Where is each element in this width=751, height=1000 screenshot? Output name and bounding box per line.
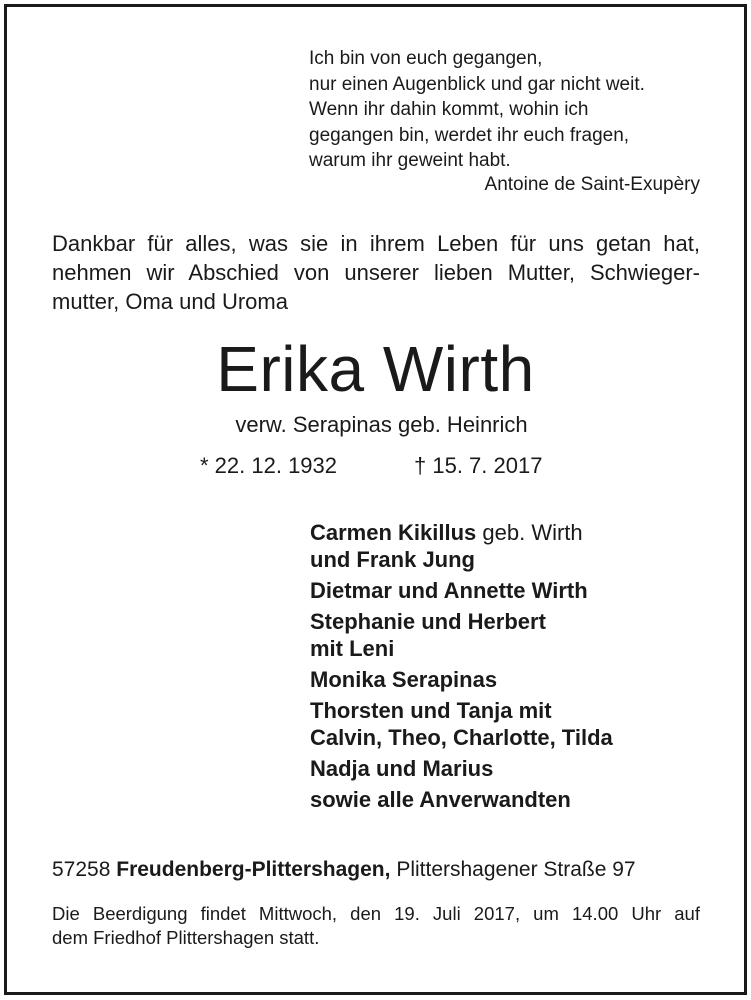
mourner-name: Thorsten und Tanja mit xyxy=(310,698,552,723)
mourner-name: sowie alle Anverwandten xyxy=(310,787,571,812)
mourner-name: Monika Serapinas xyxy=(310,667,498,692)
address-street: Plittershagener Straße 97 xyxy=(396,858,636,881)
mourner-line xyxy=(310,608,730,635)
quote-line: nur einen Augenblick und gar nicht weit. xyxy=(309,73,645,95)
mourners-list xyxy=(310,519,730,817)
address-town: Freudenberg-Plittershagen, xyxy=(116,858,391,881)
death-date: † 15. 7. 2017 xyxy=(414,453,543,478)
mourner-entry xyxy=(310,755,730,782)
mourner-entry xyxy=(310,608,730,662)
mourner-name: Calvin, Theo, Charlotte, Tilda xyxy=(310,725,613,750)
birth-date: * 22. 12. 1932 xyxy=(200,453,338,478)
quote-block xyxy=(309,46,709,174)
mourner-name: Carmen Kikillus xyxy=(310,520,477,545)
quote-line: Wenn ihr dahin kommt, wohin ich xyxy=(309,99,589,120)
quote-line: warum ihr geweint habt. xyxy=(309,150,511,171)
quote-author: Antoine de Saint-Exupèry xyxy=(484,174,700,195)
intro-text xyxy=(52,229,700,316)
mourner-line xyxy=(310,755,730,782)
mourner-line xyxy=(310,697,730,724)
deceased-maiden-names: verw. Serapinas geb. Heinrich xyxy=(235,412,528,437)
family-address xyxy=(52,858,636,882)
mourner-line xyxy=(310,635,730,662)
address-postcode: 57258 xyxy=(52,858,111,881)
mourner-name: Stephanie und Herbert xyxy=(310,609,546,634)
intro-line: mutter, Oma und Uroma xyxy=(52,289,288,314)
mourner-entry xyxy=(310,577,730,604)
mourner-name: Nadja und Marius xyxy=(310,756,494,781)
mourner-line xyxy=(310,786,730,813)
funeral-notice xyxy=(52,902,700,950)
mourner-line xyxy=(310,577,730,604)
mourner-name: mit Leni xyxy=(310,636,395,661)
funeral-line: dem Friedhof Plittershagen statt. xyxy=(52,927,320,948)
funeral-line: Die Beerdigung findet Mittwoch, den 19. Juli 2017, um 14.00 Uhr auf xyxy=(52,903,700,924)
intro-line: Dankbar für alles, was sie in ihrem Leben für uns getan hat, xyxy=(52,231,700,256)
mourner-name: Dietmar und Annette Wirth xyxy=(310,578,588,603)
mourner-entry xyxy=(310,519,730,573)
mourner-entry xyxy=(310,786,730,813)
mourner-line xyxy=(310,519,730,546)
mourner-note: geb. Wirth xyxy=(476,520,583,545)
mourner-line xyxy=(310,546,730,573)
quote-line: Ich bin von euch gegangen, xyxy=(309,48,543,69)
mourner-name: und Frank Jung xyxy=(310,547,475,572)
deceased-name: Erika Wirth xyxy=(216,333,535,405)
mourner-entry xyxy=(310,697,730,751)
intro-line: nehmen wir Abschied von unserer lieben Mutter, Schwieger- xyxy=(52,260,700,285)
mourner-line xyxy=(310,724,730,751)
quote-line: gegangen bin, werdet ihr euch fragen, xyxy=(309,124,630,146)
mourner-entry xyxy=(310,666,730,693)
mourner-line xyxy=(310,666,730,693)
